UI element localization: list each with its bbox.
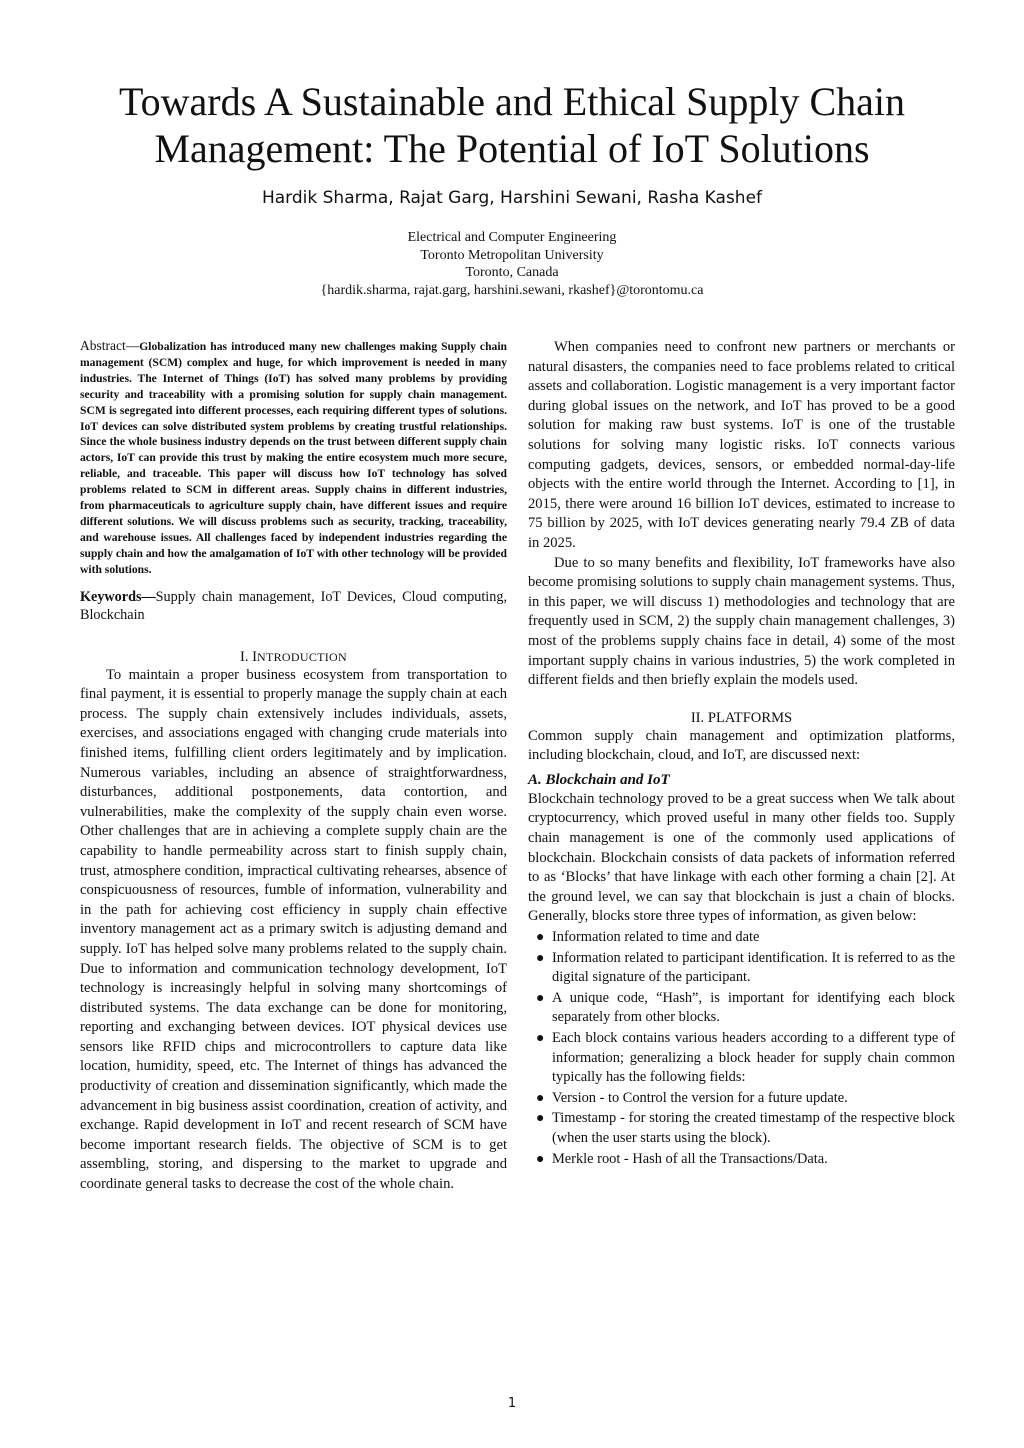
section-title-initial: I [252, 648, 258, 665]
intro-continued-paragraph-2: Due to so many benefits and flexibility, IoT frameworks have also become promising solutions to supply chain management systems. Thus, in this paper, we will discuss 1) methodologies and technology that are frequently used in SCM, 2) the supply chain management challenges, 3) most of the problems supply chains face in detail, 4) some of the most important supply chains in various industries, 5) the work completed in different fields and then briefly explain the models used. [528, 554, 955, 689]
section-heading-introduction [80, 648, 507, 666]
bullet-icon: ● [536, 1151, 545, 1167]
keywords-text: Supply chain management, IoT Devices, Cloud computing, Blockchain [80, 588, 507, 623]
list-item: ● Each block contains various headers according to a different type of information; generalizing a block header for supply chain common typically has the following fields: [536, 1030, 955, 1086]
section-number: I. [239, 648, 253, 665]
list-item: ● Information related to participant identification. It is referred to as the digital signature of the participant. [536, 949, 955, 986]
blockchain-paragraph: Blockchain technology proved to be a great success when We talk about cryptocurrency, which proved useful in many other fields too. Supply chain management is one of the commonly used applications of blockchain. Blockchain consists of data packets of information referred to as ‘Blocks’ that have linkage with each other forming a chain [2]. At the ground level, we can say that blockchain is just a chain of blocks. Generally, blocks store three types of information, as given below: [528, 790, 955, 925]
block-info-list [528, 928, 955, 1169]
left-column [80, 338, 507, 1195]
intro-continued-paragraph-1: When companies need to confront new partners or merchants or natural disasters, the companies need to face problems related to critical assets and collaboration. Logistic management is a very important factor during global issues on the network, and IoT has proved to be a good solution for making raw bust systems. IoT is one of the trustable solutions for solving many logistic risks. IoT connects various computing gadgets, devices, sensors, or embedded normal-day-life objects with the entire world through the Internet. According to [1], in 2015, there were around 16 billion IoT devices, estimated to increase to 75 billion by 2025, with IoT devices generating nearly 79.4 ZB of data in 2025. [528, 339, 955, 551]
list-item: ● Information related to time and date [552, 928, 955, 948]
abstract-label: Abstract— [80, 338, 140, 353]
affiliation-location: Toronto, Canada [465, 265, 559, 280]
bullet-icon: ● [536, 1111, 545, 1127]
abstract [80, 338, 507, 578]
author-list: Hardik Sharma, Rajat Garg, Harshini Sewani, Rasha Kashef [261, 188, 763, 208]
abstract-text: Globalization has introduced many new challenges making Supply chain management (SCM) complex and huge, for which improvement is needed in many industries. The Internet of Things (IoT) has solved many problems by providing security and traceability with a promising solution for supply chain management. SCM is segregated into different processes, each requiring different types of solutions. IoT devices can solve distributed system problems by creating trustful relationships. Since the whole business industry depends on the trust between different supply chain actors, IoT can provide this trust by making the entire ecosystem much more secure, reliable, and traceable. This paper will discuss how IoT technology has solved problems related to SCM in different areas. Supply chains in different industries, from pharmaceuticals to agriculture supply chain, have different issues and require different solutions. We will discuss problems such as security, tracking, traceability, and warehouse issues. All challenges faced by independent industries regarding the supply chain and how the amalgamation of IoT with other technology will be provided with solutions. [80, 340, 507, 576]
bullet-icon: ● [536, 1090, 545, 1106]
affiliation-department: Electrical and Computer Engineering [407, 230, 617, 245]
bullet-icon: ● [536, 990, 545, 1006]
platforms-intro-paragraph: Common supply chain management and optimization platforms, including blockchain, cloud, and IoT, are discussed next: [528, 727, 955, 764]
list-item: ● Version - to Control the version for a future update. [552, 1089, 955, 1109]
bullet-icon: ● [536, 950, 545, 966]
right-column [528, 338, 955, 1169]
subsection-heading-blockchain: A. Blockchain and IoT [528, 771, 670, 788]
list-item: ● Timestamp - for storing the created timestamp of the respective block (when the user starts using the block). [536, 1110, 955, 1146]
list-item: ● Merkle root - Hash of all the Transactions/Data. [552, 1150, 955, 1170]
title-line-2: Management: The Potential of IoT Solutions [154, 126, 870, 171]
affiliation-university: Toronto Metropolitan University [420, 247, 604, 263]
paper-title [60, 78, 964, 172]
section-title-rest: NTRODUCTION [257, 649, 347, 664]
keywords [80, 588, 507, 624]
bullet-icon: ● [536, 1031, 545, 1046]
keywords-label: Keywords— [80, 588, 156, 605]
list-item: ● A unique code, “Hash”, is important for identifying each block separately from other blocks. [536, 989, 955, 1026]
section-heading-platforms: II. PLATFORMS [690, 709, 793, 726]
introduction-paragraph: To maintain a proper business ecosystem from transportation to final payment, it is essential to properly manage the supply chain at each process. The supply chain extensively includes individuals, assets, exercises, and associations engaged with changing crude materials into finished items, fulfilling client orders legitimately and by implication. Numerous variables, including an absence of straightforwardness, disturbances, additional postponements, data contortion, and vulnerabilities, make the complexity of the supply chain even worse. Other challenges that are in achieving a complete supply chain are the capability to handle permeability across start to finish supply chain, trust, atmosphere condition, impractical cultivating rehearses, absence of conspicuousness of resources, fumble of information, vulnerability and in the path for achieving cost efficiency in supply chain effective inventory management act as a primary switch is adjusting demand and supply. IoT has helped solve many problems related to the supply chain. Due to information and communication technology development, IoT technology is increasingly helpful in solving many shortcomings of distributed systems. The data exchange can be done for monitoring, reporting and exchanging between devices. IOT physical devices use sensors like RFID chips and microcontrollers to capture data like location, humidity, speed, etc. The Internet of things has advanced the productivity of creation and dissemination significantly, which made the advancement in big business assist coordination, creation of activity, and exchange. Rapid development in IoT and recent research of SCM have become important research fields. The objective of SCM is to get assembling, storing, and dispersing to the market to upgrade and coordinate general tasks to decrease the cost of the whole chain. [80, 666, 507, 1193]
bullet-icon: ● [536, 930, 545, 946]
page-number: 1 [507, 1396, 517, 1411]
affiliation-block [60, 229, 964, 299]
affiliation-emails: {hardik.sharma, rajat.garg, harshini.sewani, rkashef}@torontomu.ca [320, 282, 704, 298]
title-line-1: Towards A Sustainable and Ethical Supply Chain [119, 79, 905, 124]
